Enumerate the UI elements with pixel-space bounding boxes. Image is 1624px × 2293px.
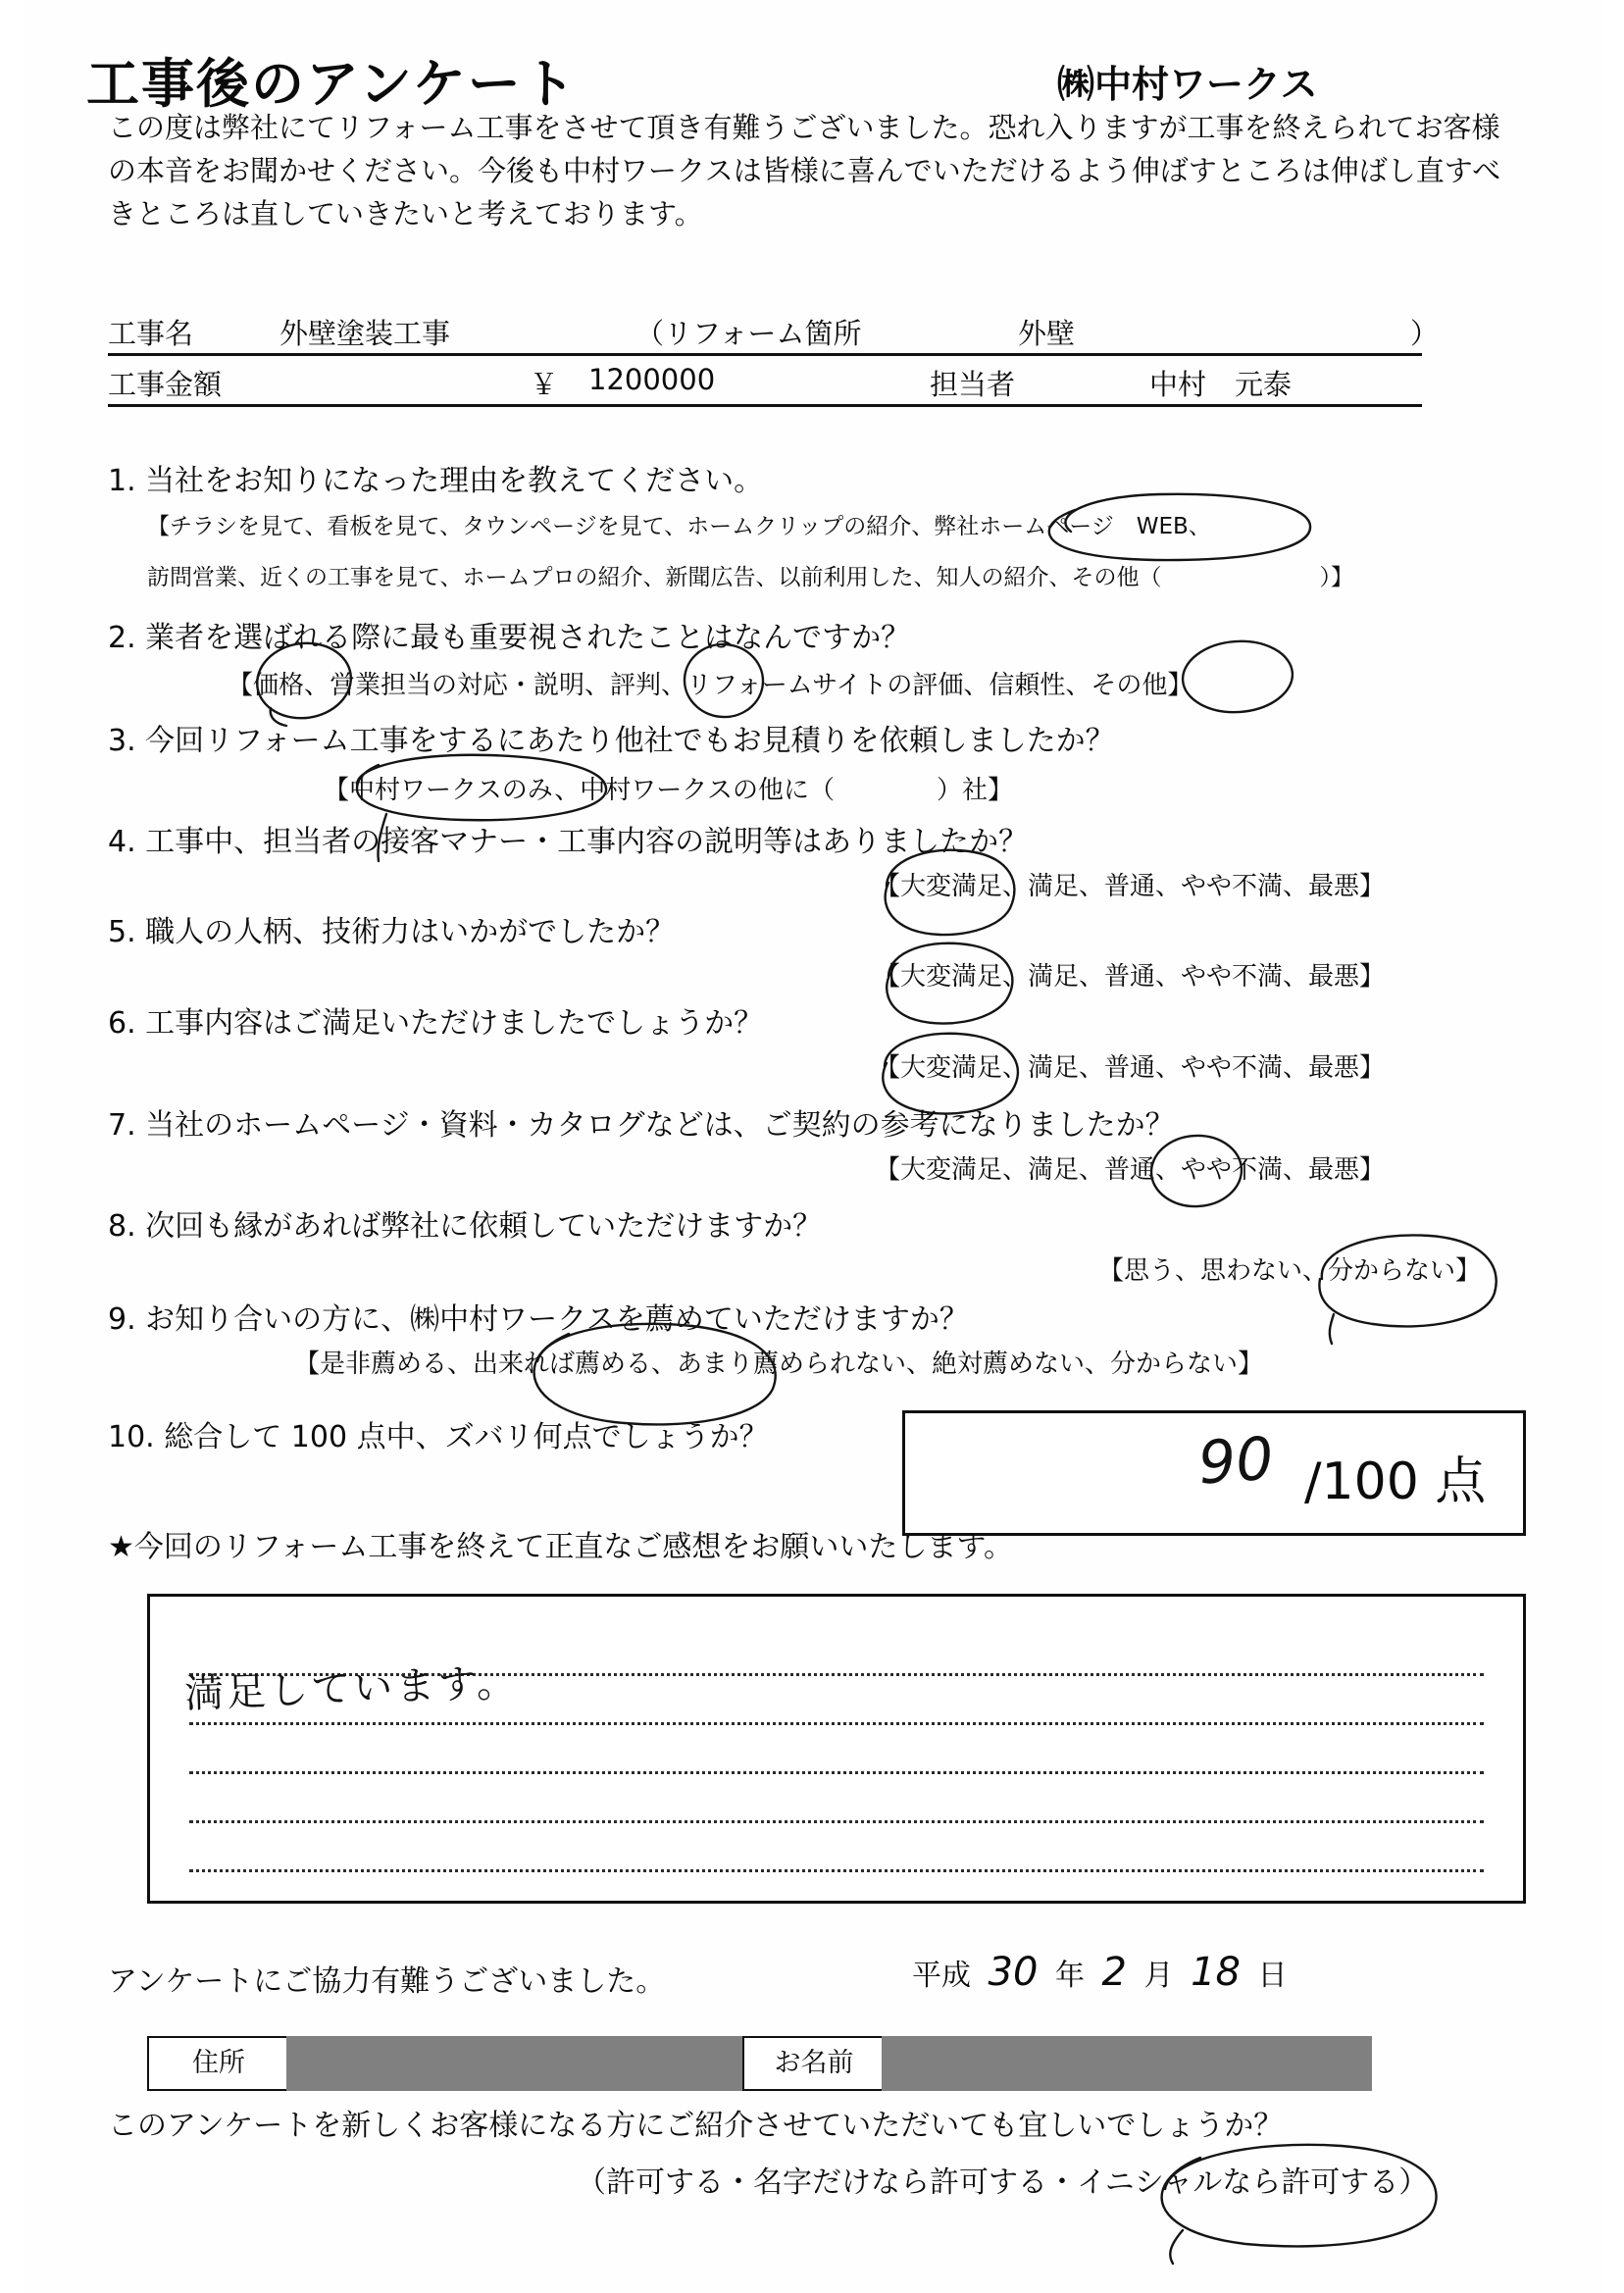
question-1 [108,456,763,499]
question-3-text: 今回リフォーム工事をするにあたり他社でもお見積りを依頼しましたか？ [145,724,1115,758]
question-2-number: 2. [108,621,136,655]
day-unit: 日 [1257,1959,1288,1993]
amount-underline [108,404,1422,407]
question-6-text: 工事内容はご満足いただけましたでしょうか？ [145,1006,764,1041]
question-6 [108,998,763,1042]
date-row [912,1950,1288,1995]
question-8 [108,1201,822,1245]
address-label: 住所 [147,2036,290,2091]
amount-currency: ￥ [530,368,559,401]
date-month-handwritten: 2 [1101,1950,1127,1995]
question-5-options[interactable]: 【大変満足、満足、普通、やや不満、最悪】 [875,962,1386,992]
address-name-table [147,2036,1520,2091]
question-5 [108,907,675,950]
question-9-text: お知り合いの方に、㈱中村ワークスを薦めていただけますか？ [145,1302,969,1337]
question-6-options[interactable]: 【大変満足、満足、普通、やや不満、最悪】 [875,1053,1386,1083]
month-unit: 月 [1143,1959,1174,1993]
question-1-number: 1. [108,464,136,498]
question-8-text: 次回も縁があれば弊社に依頼していただけますか？ [145,1209,823,1244]
address-redacted-value [286,2036,742,2091]
question-10-number: 10. [108,1420,155,1454]
staff-value: 中村 元泰 [1149,368,1293,401]
scan-right-margin [1602,0,1624,2293]
era-label: 平成 [912,1959,971,1993]
question-3-options[interactable]: 【中村ワークスのみ、中村ワークスの他に（ ）社】 [324,776,1014,805]
question-9-options[interactable]: 【是非薦める、出来れば薦める、あまり薦められない、絶対薦めない、分からない】 [294,1350,1264,1379]
page-title: 工事後のアンケート [86,53,578,115]
date-day-handwritten: 18 [1191,1950,1241,1995]
question-1-options-line2[interactable]: 訪問営業、近くの工事を見て、ホームプロの紹介、新聞広告、以前利用した、知人の紹介、その他（ ）】 [147,565,1354,590]
question-7-options[interactable]: 【大変満足、満足、普通、やや不満、最悪】 [875,1155,1386,1185]
amount-value: 1200000 [588,363,716,396]
question-3-number: 3. [108,724,136,758]
circle-annotation-q2-trust [1173,636,1306,720]
work-name-underline [108,353,1422,356]
question-5-text: 職人の人柄、技術力はいかがでしたか？ [145,915,676,949]
question-4 [108,817,1028,860]
thanks-text: アンケートにご協力有難うございました。 [108,1964,666,1999]
reform-area-value: 外壁 [1018,317,1076,350]
question-8-options[interactable]: 【思う、思わない、分からない】 [1098,1256,1482,1286]
question-7 [108,1100,1175,1144]
question-9 [108,1295,969,1338]
comment-box[interactable] [147,1594,1526,1904]
question-10 [108,1412,769,1455]
comment-rule-4 [189,1820,1484,1823]
comment-handwritten: 満足しています。 [183,1660,520,1717]
question-3 [108,716,1115,759]
date-year-handwritten: 30 [988,1950,1039,1995]
name-redacted-value [882,2036,1372,2091]
question-7-text: 当社のホームページ・資料・カタログなどは、ご契約の参考になりましたか？ [145,1108,1175,1143]
comment-prompt: ★今回のリフォーム工事を終えて正直なご感想をお願いいたします。 [108,1530,1013,1564]
comment-rule-2 [189,1722,1484,1725]
company-name: ㈱中村ワークス [1057,63,1318,106]
question-6-number: 6. [108,1006,136,1041]
question-8-number: 8. [108,1209,136,1244]
amount-label: 工事金額 [108,368,223,401]
score-value-handwritten: 90 [1195,1424,1276,1499]
year-unit: 年 [1055,1959,1085,1993]
comment-rule-3 [189,1771,1484,1774]
staff-label: 担当者 [930,368,1016,401]
scan-left-margin [0,0,25,2293]
intro-paragraph: この度は弊社にてリフォーム工事をさせて頂き有難うございました。恐れ入りますが工事を終えられてお客様の本音をお聞かせください。今後も中村ワークスは皆様に喜んでいただけるよう伸ばすところは伸ばし直すべきところは直していきたいと考えております。 [108,111,1501,230]
comment-rule-5 [189,1869,1484,1872]
name-label: お名前 [742,2036,886,2091]
question-4-text: 工事中、担当者の接客マナー・工事内容の説明等はありましたか？ [145,825,1029,859]
question-4-number: 4. [108,825,136,859]
closing-options[interactable]: （許可する・名字だけなら許可する・イニシャルなら許可する） [577,2166,1429,2200]
question-2 [108,613,910,656]
question-2-text: 業者を選ばれる際に最も重要視されたことはなんですか？ [145,621,911,655]
question-9-number: 9. [108,1302,136,1337]
work-name-value: 外壁塗装工事 [279,317,451,350]
reform-area-label: （リフォーム箇所 [635,317,862,350]
score-suffix: /100 点 [1304,1452,1487,1511]
question-7-number: 7. [108,1108,136,1143]
question-1-options-line1[interactable]: 【チラシを見て、看板を見て、タウンページを見て、ホームクリップの紹介、弊社ホームページ WEB、 [147,514,1211,539]
closing-question: このアンケートを新しくお客様になる方にご紹介させていただいても宜しいでしょうか？ [108,2109,1284,2143]
question-4-options[interactable]: 【大変満足、満足、普通、やや不満、最悪】 [875,872,1386,901]
question-1-text: 当社をお知りになった理由を教えてください。 [145,464,764,498]
work-name-label: 工事名 [108,317,194,350]
question-2-options[interactable]: 【価格、営業担当の対応・説明、評判、リフォームサイトの評価、信頼性、その他】 [228,671,1193,700]
question-10-text: 総合して 100 点中、ズバリ何点でしょうか？ [164,1420,769,1454]
reform-area-close: ） [1410,317,1440,350]
question-5-number: 5. [108,915,136,949]
